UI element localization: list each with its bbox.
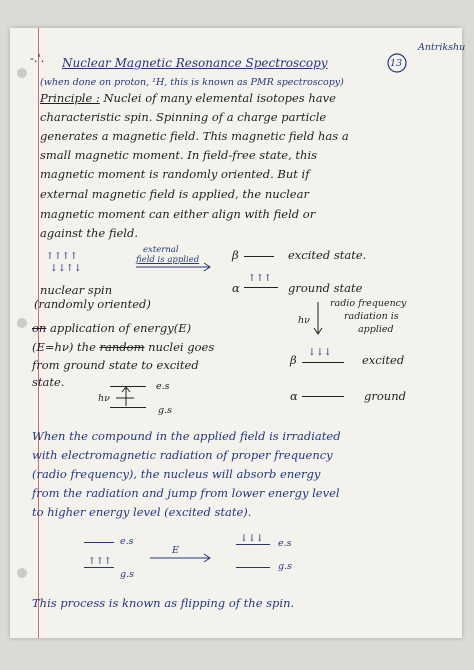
struck-word: random bbox=[99, 340, 145, 354]
right-gs-line bbox=[236, 567, 270, 568]
randomly-oriented-label: (randomly oriented) bbox=[34, 297, 151, 311]
excited2-label: excited bbox=[362, 353, 405, 367]
intro-line: magnetic moment is randomly oriented. But if bbox=[40, 167, 310, 181]
energy-E-label: E bbox=[172, 545, 179, 556]
energy-line-4: state. bbox=[32, 375, 65, 389]
nuclear-spin-label: nuclear spin bbox=[40, 283, 113, 297]
left-es-label: e.s bbox=[120, 536, 134, 547]
paragraph-line: to higher energy level (excited state). bbox=[32, 505, 252, 519]
energy-text-b: nuclei goes bbox=[144, 340, 215, 354]
paragraph-line: with electromagnetic radiation of proper frequency bbox=[32, 448, 333, 462]
paragraph-line: (radio frequency), the nucleus will absorb energy bbox=[32, 467, 321, 481]
spin-arrows-mixed: ↓↓↑↓ bbox=[50, 263, 82, 274]
ground2-label: ground bbox=[364, 389, 406, 403]
spin-arrows-up: ↑↑↑↑ bbox=[46, 251, 78, 262]
intro-note: (when done on proton, ¹H, this is known as PMR spectroscopy) bbox=[40, 77, 344, 88]
paragraph-line: When the compound in the applied field is irradiated bbox=[32, 429, 341, 443]
beta2-spin-arrows: ↓↓↓ bbox=[308, 347, 332, 358]
energy-line-3: from ground state to excited bbox=[32, 358, 199, 372]
beta2-label: β bbox=[290, 353, 297, 367]
intro-line: small magnetic moment. In field-free state, this bbox=[40, 148, 318, 162]
energy-text: application of energy(E) bbox=[46, 321, 192, 335]
left-gs-label: g.s bbox=[120, 569, 134, 580]
ground-state-label: ground state bbox=[288, 281, 363, 295]
hv-label-2: hν bbox=[98, 393, 110, 404]
right-gs-label: g.s bbox=[278, 561, 292, 572]
energy-text-a: (E=hν) the bbox=[32, 340, 100, 354]
right-es-label: e.s bbox=[278, 538, 292, 549]
radiation-label: radiation is bbox=[344, 311, 399, 322]
title-bullet: -.'. bbox=[30, 51, 45, 65]
intro-line: generates a magnetic field. This magnetic field has a bbox=[40, 129, 349, 143]
intro-line: against the field. bbox=[40, 226, 138, 240]
principle-label: Principle : bbox=[40, 91, 100, 105]
external-label: external bbox=[143, 245, 179, 255]
excited-state-label: excited state. bbox=[288, 248, 367, 262]
left-up-arrows: ↑↑↑ bbox=[88, 556, 112, 567]
principle-text: Nuclei of many elemental isotopes have bbox=[99, 91, 336, 105]
paragraph-line: from the radiation and jump from lower energy level bbox=[32, 486, 340, 500]
intro-line: external magnetic field is applied, the nuclear bbox=[40, 187, 309, 201]
alpha-label: α bbox=[232, 281, 240, 295]
alpha-spin-arrows: ↑↑↑ bbox=[248, 273, 272, 284]
struck-word: on bbox=[32, 321, 47, 335]
radio-frequency-label: radio frequency bbox=[330, 298, 407, 309]
right-es-line bbox=[236, 544, 270, 545]
hv-label: hν bbox=[298, 315, 310, 326]
intro-line: characteristic spin. Spinning of a charge particle bbox=[40, 110, 327, 124]
flipping-statement: This process is known as flipping of the spin. bbox=[32, 596, 295, 610]
alpha2-label: α bbox=[290, 389, 298, 403]
signature: Antrikshu bbox=[418, 42, 466, 53]
beta-label: β bbox=[232, 248, 239, 262]
intro-line: magnetic moment can either align with field or bbox=[40, 207, 316, 221]
page-number: 13 bbox=[390, 58, 403, 69]
page-title: Nuclear Magnetic Resonance Spectroscopy bbox=[62, 56, 328, 70]
field-applied-label: field is applied bbox=[136, 255, 200, 265]
applied-label: applied bbox=[358, 324, 394, 335]
gs-label: g.s bbox=[158, 405, 172, 416]
right-down-arrows: ↓↓↓ bbox=[240, 533, 264, 544]
es-label: e.s bbox=[156, 381, 170, 392]
